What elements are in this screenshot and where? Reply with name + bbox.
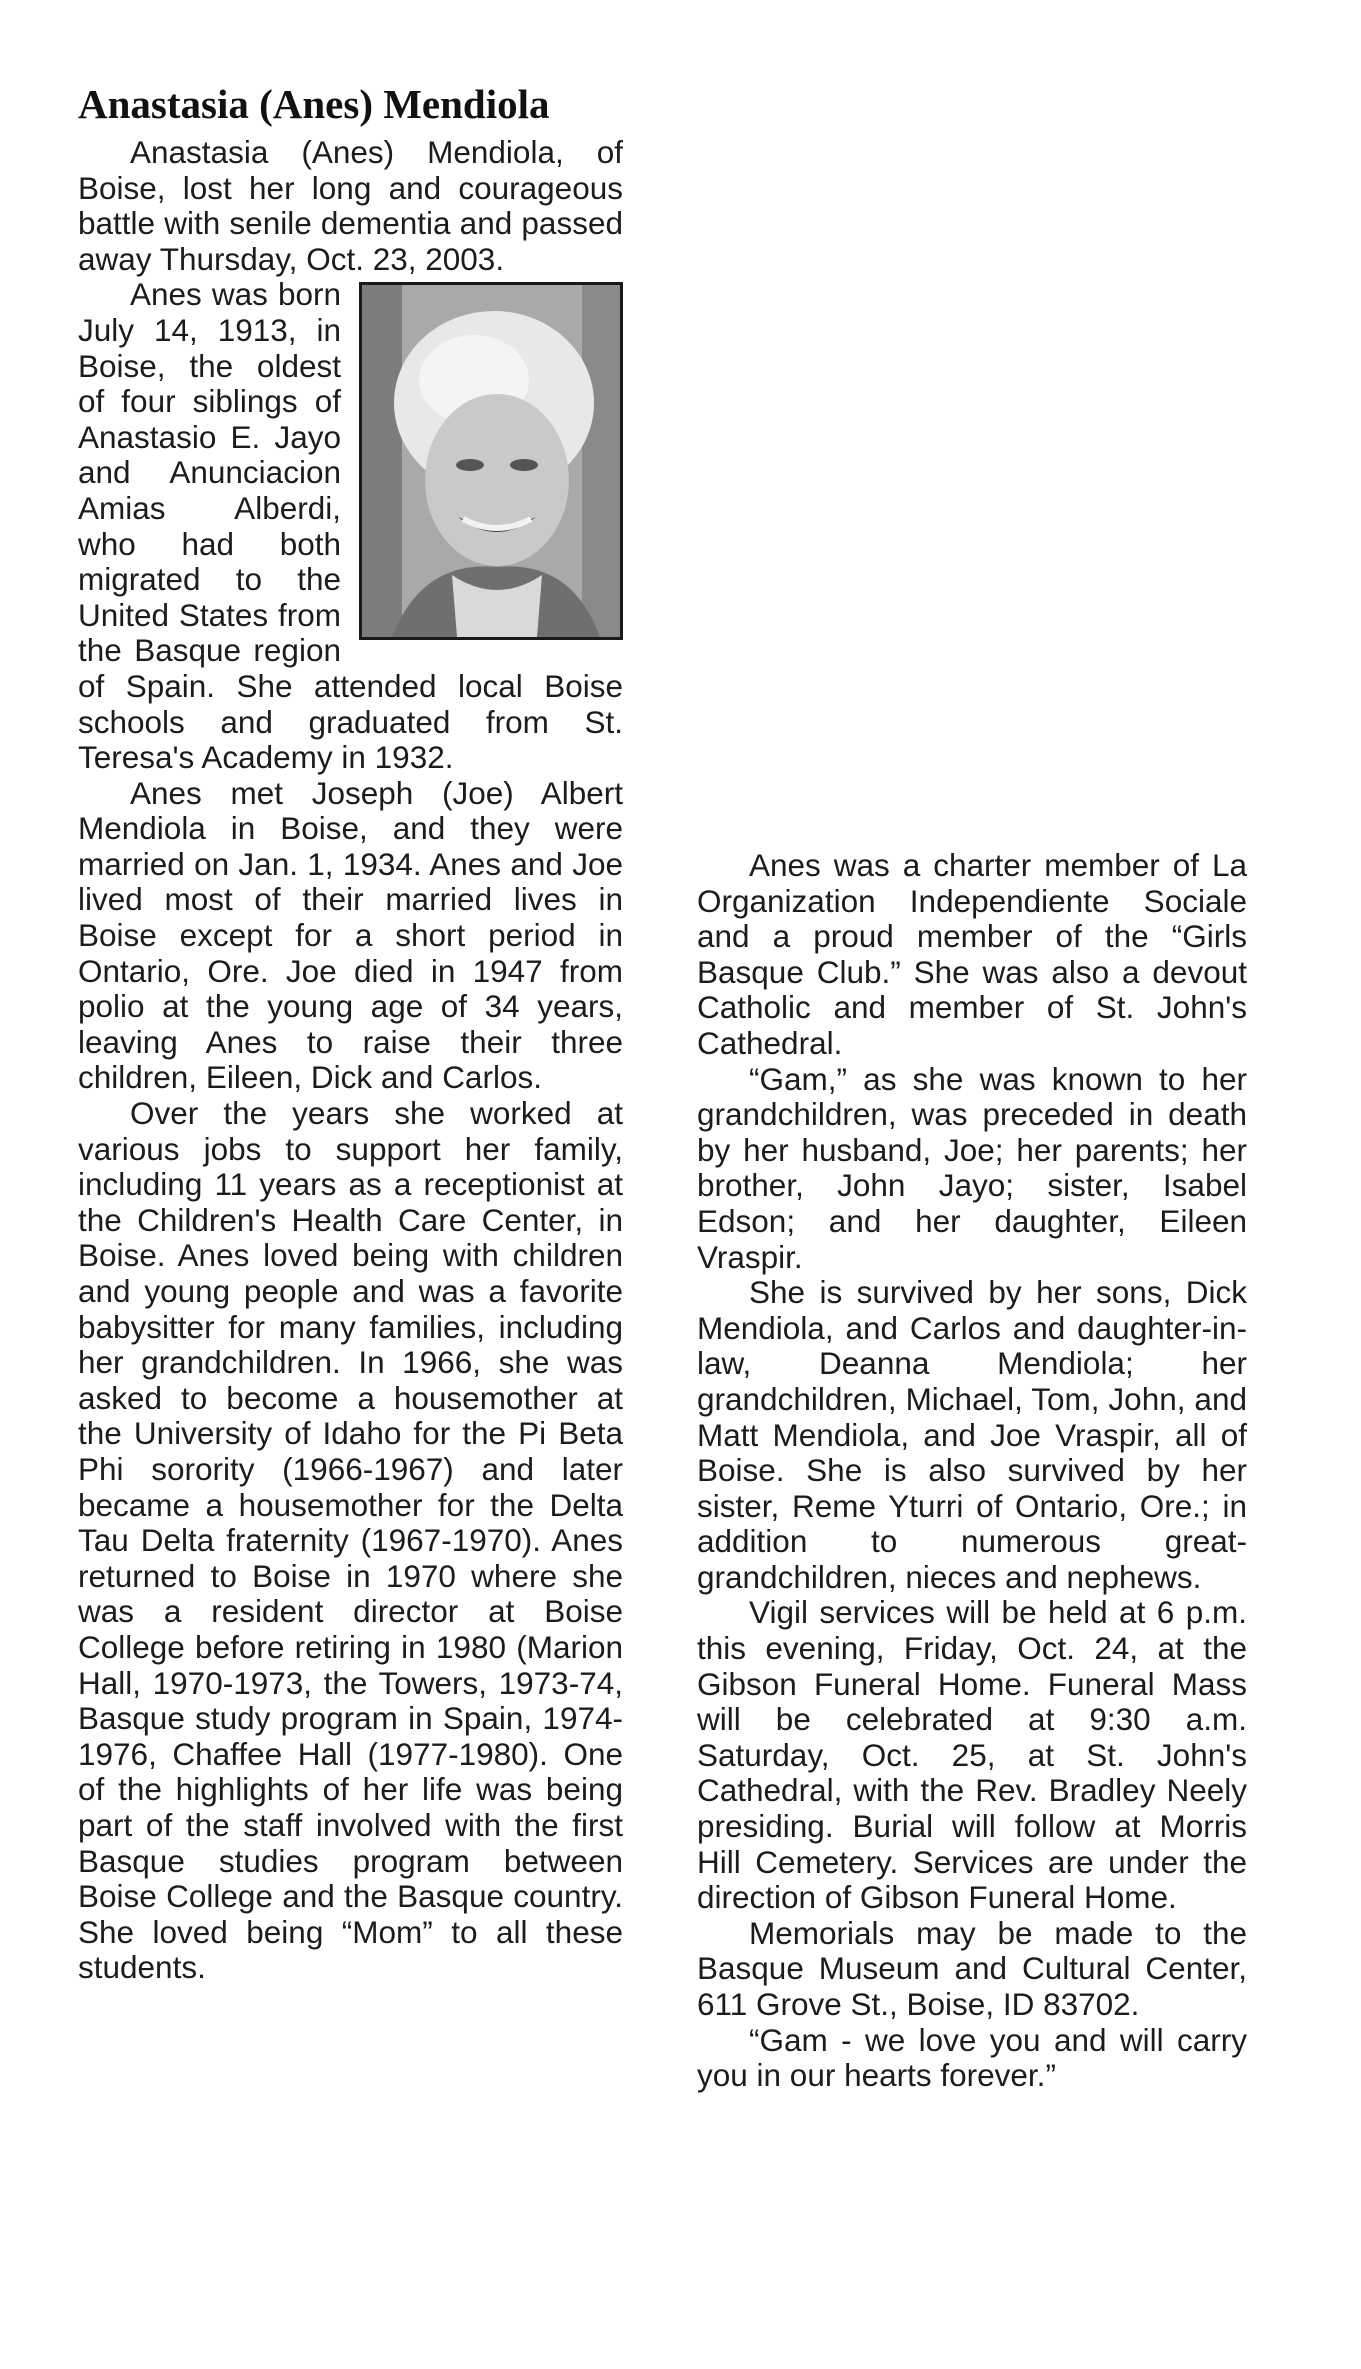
paragraph-career: Over the years she worked at various jobs to support her family, including 11 years as a receptionist at the Children's Health Care Center, in Boise. Anes loved being with children and young people and was a favorite babysitter for many families, including her grandchildren. In 1966, she was asked to become a housemother at the University of Idaho for the Pi Beta Phi sorority (1966-1967) and later became a housemother for the Delta Tau Delta fraternity (1967-1970). Anes returned to Boise in 1970 where she was a resident director at Boise College before retiring in 1980 (Marion Hall, 1970-1973, the Towers, 1973-74, Basque study program in Spain, 1974-1976, Chaffee Hall (1977-1980). One of the highlights of her life was being part of the staff involved with the first Basque studies program between Boise College and the Basque country. She loved being “Mom” to all these students.: [78, 1095, 623, 1986]
portrait-photo: [359, 282, 623, 640]
paragraph-intro: Anastasia (Anes) Mendiola, of Boise, lost her long and courageous battle with senile dementia and passed away Thursday, Oct. 23, 2003.: [78, 134, 623, 277]
paragraph-memberships: Anes was a charter member of La Organization Independiente Sociale and a proud member of the “Girls Basque Club.” She was also a devout Catholic and member of St. John's Cathedral.: [697, 847, 1247, 1061]
paragraph-services: Vigil services will be held at 6 p.m. this evening, Friday, Oct. 24, at the Gibson Funeral Home. Funeral Mass will be celebrated at 9:30 a.m. Saturday, Oct. 25, at St. John's Cathedral, with the Rev. Bradley Neely presiding. Burial will follow at Morris Hill Cemetery. Services are under the direction of Gibson Funeral Home.: [697, 1594, 1247, 1916]
portrait-photo-icon: [362, 285, 620, 637]
left-column: [78, 135, 623, 1986]
paragraph-birth: Anes was born July 14, 1913, in Boise, the oldest of four siblings of Anastasio E. Jayo and Anunciacion Amias Alberdi, who had both migrated to the United States from the Basque region of Spain. She attended local Boise schools and graduated from St. Teresa's Academy in 1932.: [78, 276, 623, 776]
paragraph-preceded: “Gam,” as she was known to her grandchildren, was preceded in death by her husband, Joe; her parents; her brother, John Jayo; sister, Isabel Edson; and her daughter, Eileen Vraspir.: [697, 1060, 1247, 1275]
paragraph-marriage: Anes met Joseph (Joe) Albert Mendiola in Boise, and they were married on Jan. 1, 1934. Anes and Joe lived most of their married lives in Boise except for a short period in Ontario, Ore. Joe died in 1947 from polio at the young age of 34 years, leaving Anes to raise their three children, Eileen, Dick and Carlos.: [78, 774, 623, 1096]
obituary-title: Anastasia (Anes) Mendiola: [78, 81, 550, 127]
paragraph-survived: She is survived by her sons, Dick Mendiola, and Carlos and daughter-in-law, Deanna Mendiola; her grandchildren, Michael, Tom, John, and Matt Mendiola, and Joe Vraspir, all of Boise. She is also survived by her sister, Reme Yturri of Ontario, Ore.; in addition to numerous great-grandchildren, nieces and nephews.: [697, 1274, 1247, 1595]
paragraph-closing: “Gam - we love you and will carry you in our hearts forever.”: [697, 2021, 1247, 2094]
paragraph-memorials: Memorials may be made to the Basque Museum and Cultural Center, 611 Grove St., Boise, ID 83702.: [697, 1914, 1247, 2022]
right-column: [697, 848, 1247, 2094]
